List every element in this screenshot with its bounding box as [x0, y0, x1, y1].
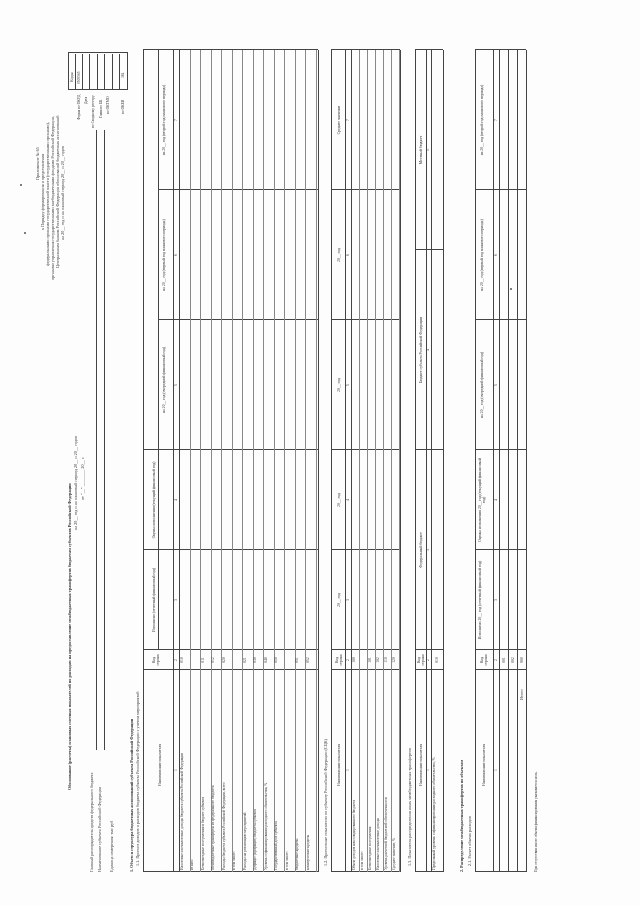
appendix-line: органами управления государственными внебюджетными фондами Российской Федерации, — [50, 116, 55, 280]
row-label: Уровень софинансирования расходного обязательства, % — [263, 782, 268, 870]
row-label: Налоговые и неналоговые доходы — [375, 818, 380, 870]
row-divider — [316, 50, 317, 872]
spr-label: по Сводному реестру — [91, 95, 95, 128]
column-number: 4 — [426, 349, 430, 351]
column-number: 5 — [346, 384, 350, 386]
column-header: на 20__ год (первый год планового периода) — [480, 219, 484, 291]
row-label: из них: — [190, 859, 194, 870]
appendix-line: к Порядку формирования и представления — [40, 153, 45, 230]
row-code: 012 — [211, 657, 215, 663]
column-header: Исполнено 20__ год (отчетный финансовый год) — [478, 560, 482, 640]
column-header: Среднее значение — [337, 105, 341, 135]
table-1-2-caption: 1.2. Прогнозные показатели по субъекту Российской Федерации (СЦК) — [323, 739, 328, 866]
row-label: Государственный долг субъекта — [274, 821, 278, 870]
column-header: Код строки — [417, 654, 426, 666]
row-label: коммерческие кредиты — [305, 834, 310, 870]
column-number: 4 — [174, 499, 178, 501]
column-number: 1 — [426, 769, 430, 771]
row-label: в том числе: — [284, 851, 289, 870]
form-subtitle: на 20__ год и на плановый период 20__ и 20__ годов — [73, 436, 78, 530]
column-header: на 20__ год (первый год планового периода) — [162, 219, 166, 291]
column-header: на 20__ год (второй год планового периода) — [162, 84, 166, 156]
row-code: 100 — [351, 657, 356, 663]
column-header: 20__ год — [337, 378, 341, 392]
column-number: 1 — [494, 769, 498, 771]
rotated-form-sheet — [30, 40, 630, 880]
column-number: 1 — [174, 769, 178, 771]
column-number: 3 — [174, 599, 178, 601]
column-number: 7 — [174, 119, 178, 121]
column-header: Наименование показателя — [482, 743, 486, 787]
table-1-3-caption: 1.3. Показатель распределения иных межбюджетных трансфертов — [407, 748, 412, 866]
row-label: в том числе: — [232, 851, 236, 870]
form-date: от "__" ________ 20__ г. — [80, 456, 85, 500]
column-number: 5 — [426, 149, 430, 151]
column-number: 3 — [494, 599, 498, 601]
section-2-title: 2. Распределение межбюджетных трансфертов по объектам — [459, 759, 464, 872]
column-header: на 20__ год (очередной финансовый год) — [162, 347, 166, 413]
row-code: 110 — [383, 657, 388, 663]
row-label: Безвозмездные поступления — [367, 826, 372, 870]
row-label: Межбюджетные трансферты из федерального бюджета — [211, 785, 215, 870]
column-header: Код строки — [152, 654, 161, 666]
row-code: 120 — [391, 657, 396, 663]
column-header: Оценка исполнения (текущий финансовый год) — [152, 461, 156, 539]
codes-header: Коды — [69, 72, 74, 82]
row-code: 040 — [263, 657, 268, 663]
column-header: Код строки — [335, 654, 344, 666]
column-number: 7 — [494, 119, 498, 121]
row-code: 052 — [305, 657, 310, 663]
appendix-line: федеральными органами государственной власти (государственными органами), — [45, 122, 50, 266]
column-header: Федеральный бюджет — [419, 532, 423, 568]
row-label: Расходы бюджета субъекта Российской Федерации, всего — [221, 782, 226, 870]
column-header: на 20__ год (второй год планового периода) — [480, 84, 484, 156]
oktmo-label: по ОКТМО — [106, 96, 110, 114]
row-code: 021 — [242, 657, 247, 663]
okud-label: Форма по ОКУД — [77, 94, 81, 120]
glav-label: Главный распорядитель средств федерального бюджета — [89, 772, 94, 872]
column-number: 6 — [494, 254, 498, 256]
row-code: 011 — [200, 657, 205, 663]
column-number: 2 — [426, 659, 430, 661]
column-number: 2 — [494, 659, 498, 661]
column-header: Код строки — [480, 654, 489, 666]
column-header: 20__ год — [337, 493, 341, 507]
column-header: Оценка исполнения 20__ год (текущий финансовый год) — [478, 458, 487, 542]
column-number: 4 — [346, 499, 350, 501]
row-code: 010 — [179, 657, 184, 663]
row-label: Объем доходов консолидированного бюджета — [351, 799, 356, 870]
glava-label: Глава по БК — [99, 99, 103, 118]
scan-speck — [24, 232, 26, 234]
column-number: 2 — [346, 659, 350, 661]
appendix-line: на 20__ год и на плановый период 20__ и 20__ годов — [60, 146, 65, 240]
row-label: Расходы на реализацию мероприятий — [242, 812, 247, 870]
row-label: Налоговые и неналоговые доходы бюджета субъекта Российской Федерации — [179, 752, 184, 870]
column-number: 3 — [426, 549, 430, 551]
appendix-line: Центральным банком Российской Федерации обоснований бюджетных ассигнований — [55, 115, 60, 268]
row-code: 020 — [221, 657, 226, 663]
column-number: 6 — [174, 254, 178, 256]
table-1-1-caption: 1.1. Прогноз доходов и расходов бюджета субъекта Российской Федерации с учетом мероприятий — [135, 691, 140, 866]
row-code: 050 — [274, 657, 278, 663]
row-label: Дефицит (профицит) бюджета субъекта — [253, 809, 257, 870]
row-label: Безвозмездные поступления в бюджет субъекта — [200, 797, 205, 870]
column-header: Наименование показателя — [419, 743, 423, 787]
okud-code: 0505565 — [77, 71, 81, 84]
column-header: Наименование показателя — [158, 743, 162, 787]
edizm-label: Единица измерения: тыс руб — [109, 820, 114, 872]
row-label: Среднее значение, % — [391, 837, 396, 870]
row-divider — [399, 50, 400, 872]
date-label: Дата — [84, 96, 88, 104]
column-header: 20__ год — [337, 248, 341, 262]
column-number: 6 — [346, 254, 350, 256]
row-code: 001 — [502, 657, 506, 663]
okei-label: по ОКЕИ — [121, 99, 125, 114]
total-label: Итого — [519, 689, 524, 700]
column-number: 2 — [174, 659, 178, 661]
row-code: 002 — [511, 657, 515, 663]
row-label: в том числе: — [359, 851, 364, 870]
column-header: Исполнено (отчетный финансовый год) — [152, 568, 156, 632]
footer-note: При отсутствии иного объема финансирования указывается ноль. — [534, 771, 538, 872]
column-number: 5 — [174, 384, 178, 386]
row-label: бюджетные кредиты — [295, 838, 299, 870]
row-code: 101 — [367, 657, 372, 663]
row-code: 102 — [375, 657, 380, 663]
table-2-1-caption: 2.1. Расчет объема расходов — [467, 816, 472, 866]
column-header: Бюджет субъекта Российской Федерации — [419, 316, 423, 384]
column-header: Местный бюджет — [419, 135, 423, 165]
column-number: 3 — [346, 599, 350, 601]
form-title: Обоснование (расчеты) плановых сметных показателей по расходам на предоставление межбюджетных трансфертов бюджетам субъектов Российской Федерации — [67, 483, 72, 790]
row-label: Предельный уровень софинансирования расходного обязательства, % — [432, 757, 436, 870]
appendix-line: Приложение № 65 — [35, 147, 40, 180]
column-header: Наименование показателя — [337, 743, 341, 787]
column-header: на 20__ год (очередной финансовый год) — [480, 352, 484, 418]
column-number: 1 — [346, 769, 350, 771]
column-header: 20__ год — [337, 593, 341, 607]
okei-code: 384 — [121, 72, 125, 78]
scan-speck — [20, 184, 22, 186]
column-number: 7 — [346, 119, 350, 121]
row-code: 051 — [295, 657, 299, 663]
subject-label: Наименование субъекта Российской Федерации — [97, 786, 102, 872]
section-1-title: 1. Объем и структура бюджетных ассигнований субъекта Российской Федерации — [129, 718, 134, 872]
column-number: 4 — [494, 499, 498, 501]
row-code: 030 — [253, 657, 257, 663]
column-number: 5 — [494, 384, 498, 386]
row-code: 010 — [435, 657, 439, 663]
total-code: 900 — [520, 657, 524, 663]
row-label: Уровень расчетной бюджетной обеспеченности — [383, 797, 388, 870]
